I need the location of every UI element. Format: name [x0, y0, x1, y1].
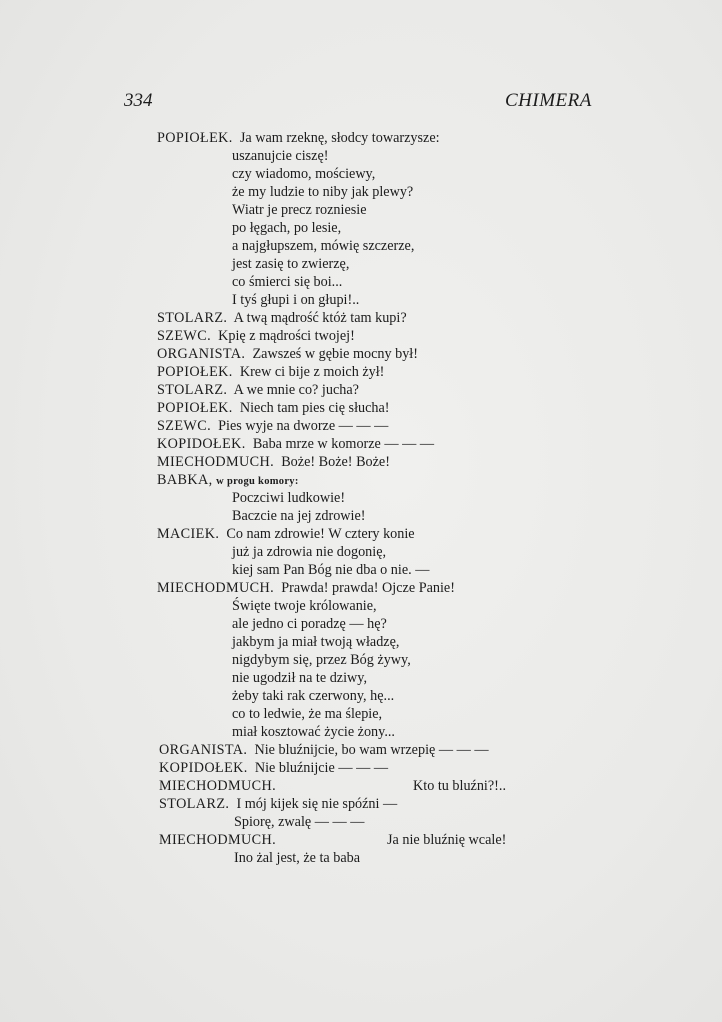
- text-line: [157, 309, 407, 327]
- line-text: Ino żal jest, że ta baba: [234, 850, 361, 866]
- text-line: [232, 237, 414, 255]
- speaker-name: MACIEK.: [157, 526, 220, 542]
- text-line: [157, 453, 390, 471]
- text-line: [157, 471, 299, 489]
- text-line: [157, 129, 440, 147]
- text-line: [159, 831, 276, 849]
- line-text: ale jedno ci poradzę — hę?: [232, 616, 387, 632]
- line-text: Ja wam rzeknę, słodcy towarzysze:: [239, 130, 440, 146]
- page-header: [0, 90, 722, 114]
- text-line: [232, 291, 359, 309]
- line-text: Co nam zdrowie! W cztery konie: [226, 526, 415, 542]
- text-line: [232, 273, 342, 291]
- speaker-name: MIECHODMUCH.: [159, 778, 277, 794]
- text-line: [232, 633, 399, 651]
- text-line: [232, 705, 382, 723]
- text-line: [157, 327, 355, 345]
- page-number: 334: [124, 90, 153, 111]
- line-text: a najgłupszem, mówię szczerze,: [232, 238, 415, 254]
- speaker-name: POPIOŁEK.: [157, 130, 233, 146]
- line-text: Kpię z mądrości twojej!: [218, 328, 355, 344]
- line-text: uszanujcie ciszę!: [232, 148, 329, 164]
- speaker-name: ORGANISTA.: [159, 742, 248, 758]
- speaker-name: BABKA,: [157, 472, 213, 488]
- text-line: [232, 543, 386, 561]
- text-line: [234, 849, 360, 867]
- line-text: Poczciwi ludkowie!: [232, 490, 346, 506]
- line-text: jest zasię to zwierzę,: [232, 256, 350, 272]
- text-line: [232, 489, 345, 507]
- text-line: [159, 795, 397, 813]
- speaker-name: KOPIDOŁEK.: [159, 760, 248, 776]
- text-line: [157, 381, 359, 399]
- speaker-name: MIECHODMUCH.: [159, 832, 277, 848]
- line-text: A twą mądrość któż tam kupi?: [233, 310, 407, 326]
- speaker-name: STOLARZ.: [157, 310, 228, 326]
- text-line: [157, 525, 415, 543]
- line-text: Kto tu bluźni?!..: [413, 778, 506, 794]
- text-line: [157, 399, 390, 417]
- line-text: Boże! Boże! Boże!: [281, 454, 390, 470]
- text-line: [232, 687, 394, 705]
- speaker-name: STOLARZ.: [159, 796, 230, 812]
- text-line: [157, 417, 388, 435]
- line-text: I mój kijek się nie spóźni —: [236, 796, 398, 812]
- line-text: po łęgach, po lesie,: [232, 220, 342, 236]
- line-text: Nie bluźnijcie — — —: [254, 760, 389, 776]
- line-text: co to ledwie, że ma ślepie,: [232, 706, 383, 722]
- text-line: [232, 561, 429, 579]
- line-text: Święte twoje królowanie,: [232, 598, 377, 614]
- line-text: Prawda! prawda! Ojcze Panie!: [281, 580, 455, 596]
- speaker-name: SZEWC.: [157, 328, 212, 344]
- text-line: [232, 669, 367, 687]
- text-line: [232, 507, 366, 525]
- text-line: [232, 651, 411, 669]
- speaker-name: POPIOŁEK.: [157, 400, 233, 416]
- text-line: [159, 741, 489, 759]
- line-text: że my ludzie to niby jak plewy?: [232, 184, 414, 200]
- line-text: Zawsześ w gębie mocny był!: [252, 346, 418, 362]
- text-line: [232, 597, 377, 615]
- line-text: A we mnie co? jucha?: [233, 382, 359, 398]
- speaker-name: POPIOŁEK.: [157, 364, 233, 380]
- line-text: Pies wyje na dworze — — —: [218, 418, 389, 434]
- line-text: Wiatr je precz rozniesie: [232, 202, 367, 218]
- text-line: [232, 255, 349, 273]
- text-line: [159, 777, 276, 795]
- line-text: czy wiadomo, mościewy,: [232, 166, 376, 182]
- line-text: jakbym ja miał twoją władzę,: [232, 634, 400, 650]
- text-line: [234, 813, 364, 831]
- speaker-name: SZEWC.: [157, 418, 212, 434]
- text-line: [232, 165, 375, 183]
- speaker-name: STOLARZ.: [157, 382, 228, 398]
- line-text: Ja nie bluźnię wcale!: [387, 832, 507, 848]
- text-line: [413, 777, 506, 795]
- running-title: CHIMERA: [505, 90, 592, 111]
- text-line: [157, 363, 384, 381]
- stage-direction: w progu komory:: [216, 476, 299, 487]
- line-text: miał kosztować życie żony...: [232, 724, 395, 740]
- line-text: już ja zdrowia nie dogonię,: [232, 544, 387, 560]
- text-line: [232, 147, 329, 165]
- line-text: Baba mrze w komorze — — —: [252, 436, 435, 452]
- line-text: I tyś głupi i on głupi!..: [232, 292, 360, 308]
- text-line: [232, 615, 387, 633]
- line-text: nie ugodził na te dziwy,: [232, 670, 368, 686]
- line-text: nigdybym się, przez Bóg żywy,: [232, 652, 411, 668]
- text-line: [232, 201, 367, 219]
- line-text: Krew ci bije z moich żył!: [239, 364, 385, 380]
- line-text: Spiorę, zwalę — — —: [234, 814, 365, 830]
- text-line: [232, 723, 395, 741]
- speaker-name: ORGANISTA.: [157, 346, 246, 362]
- text-line: [232, 183, 413, 201]
- line-text: Baczcie na jej zdrowie!: [232, 508, 366, 524]
- line-text: żeby taki rak czerwony, hę...: [232, 688, 395, 704]
- text-line: [232, 219, 341, 237]
- line-text: Niech tam pies cię słucha!: [239, 400, 390, 416]
- text-line: [387, 831, 506, 849]
- line-text: kiej sam Pan Bóg nie dba o nie. —: [232, 562, 430, 578]
- text-line: [157, 345, 418, 363]
- line-text: Nie bluźnijcie, bo wam wrzepię — — —: [254, 742, 489, 758]
- line-text: co śmierci się boi...: [232, 274, 343, 290]
- speaker-name: MIECHODMUCH.: [157, 580, 275, 596]
- text-line: [157, 579, 455, 597]
- text-line: [157, 435, 434, 453]
- speaker-name: MIECHODMUCH.: [157, 454, 275, 470]
- text-line: [159, 759, 388, 777]
- speaker-name: KOPIDOŁEK.: [157, 436, 246, 452]
